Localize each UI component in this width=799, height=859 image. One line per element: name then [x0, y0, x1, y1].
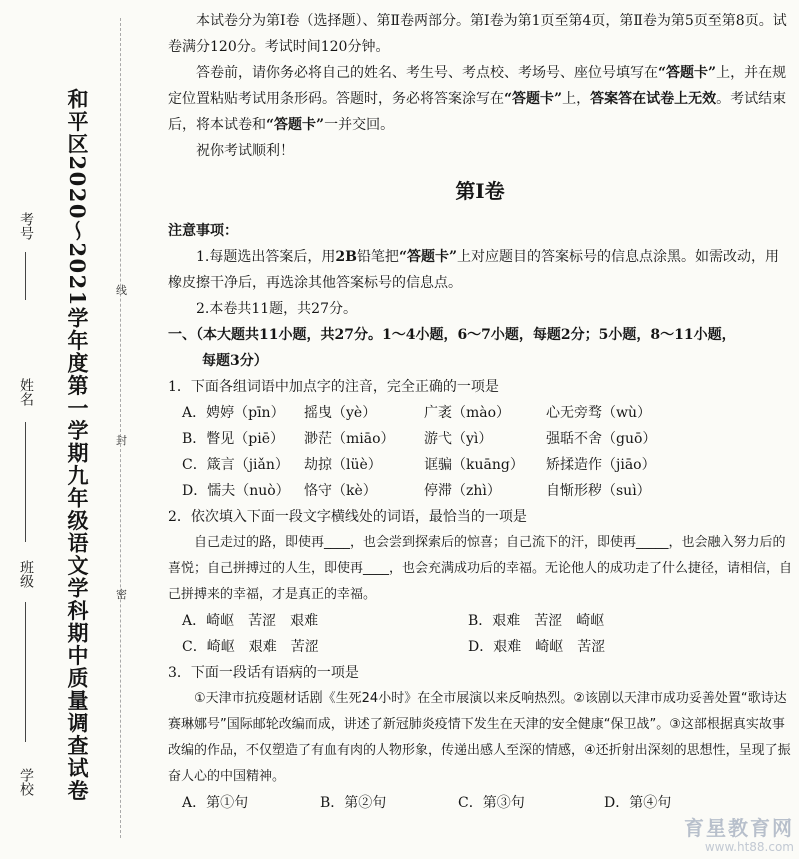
- q1-stem: 1．下面各组词语中加点字的注音，完全正确的一项是: [168, 379, 499, 395]
- field-exam-number-label: 考号: [18, 212, 34, 240]
- seal-mark-secret: 密: [116, 588, 127, 601]
- exam-title-vertical: 和平区2020～2021学年度第一学期九年级语文学科期中质量调查试卷: [65, 88, 90, 802]
- seal-mark-seal: 封: [116, 434, 127, 447]
- q3-passage: ①天津市抗疫题材话剧《生死24小时》在全市展演以来反响热烈。②该剧以天津市成功妥善处置“歌诗达赛琳娜号”国际邮轮改编而成，讲述了新冠肺炎疫情下发生在天津的安全健康“保卫战”。③这部根据真实故事改编的作品，不仅塑造了有血有肉的人物形象，传递出感人至深的情感，④还折射出深刻的思想性，呈现了振奋人心的中国精神。: [168, 691, 791, 784]
- q2-options-row-2: [182, 634, 792, 660]
- field-class-label: 班级: [18, 560, 34, 588]
- q1-option-c: C．箴言（jiǎn） 劫掠（lüè） 诓骗（kuāng） 矫揉造作（jiāo）: [182, 457, 656, 473]
- intro-paragraph-1: 本试卷分为第Ⅰ卷（选择题）、第Ⅱ卷两部分。第Ⅰ卷为第1页至第4页，第Ⅱ卷为第5页至第8页。试卷满分120分。考试时间120分钟。: [168, 13, 787, 55]
- seal-mark-line: 线: [116, 284, 127, 297]
- field-class-line: [25, 602, 26, 742]
- q2-stem: 2．依次填入下面一段文字横线处的词语，最恰当的一项是: [168, 509, 527, 525]
- q3-option-d: D．第④句: [604, 795, 672, 811]
- field-name-label: 姓名: [18, 378, 34, 406]
- q1-option-d: D．懦夫（nuò） 恪守（kè） 停滞（zhì） 自惭形秽（suì）: [182, 483, 651, 499]
- roll-title: 第Ⅰ卷: [455, 179, 505, 203]
- q3-option-c: C．第③句: [458, 795, 525, 811]
- q2-option-b: B．艰难 苦涩 崎岖: [468, 613, 605, 629]
- section-heading-cont: 每题3分）: [202, 353, 268, 369]
- q2-option-d: D．艰难 崎岖 苦涩: [468, 639, 606, 655]
- intro-paragraph-2: 答卷前，请你务必将自己的姓名、考生号、考点校、考场号、座位号填写在“答题卡”上，并在规定位置粘贴考试用条形码。答题时，务必将答案涂写在“答题卡”上，答案答在试卷上无效。考试结束后，将本试卷和“答题卡”一并交回。: [168, 65, 787, 133]
- q1-option-b: B．瞥见（piē） 渺茫（miāo） 游弋（yì） 强聒不舍（guō）: [182, 431, 657, 447]
- field-school-label: 学校: [18, 768, 34, 796]
- exam-content: [168, 8, 792, 816]
- q2-option-c: C．崎岖 艰难 苦涩: [182, 639, 319, 655]
- q2-passage: 自己走过的路，即使再____，也会尝到探索后的惊喜；自己流下的汗，即使再_____，也会融入努力后的喜悦；自己拼搏过的人生，即使再____，也会充满成功后的幸福。无论他人的成功走了什么捷径，请相信，自己拼搏来的幸福，才是真正的幸福。: [168, 535, 793, 602]
- intro-wish: 祝你考试顺利！: [196, 143, 294, 159]
- note-2: 2.本卷共11题，共27分。: [196, 301, 357, 317]
- notes-heading: 注意事项：: [168, 223, 238, 239]
- section-heading: 一、（本大题共11小题，共27分。1～4小题，6～7小题，每题2分；5小题，8～11小题，: [168, 327, 736, 343]
- q3-stem: 3．下面一段话有语病的一项是: [168, 665, 359, 681]
- watermark-url: www.ht88.com: [704, 840, 794, 854]
- q3-option-a: A．第①句: [182, 795, 249, 811]
- watermark-name: 育星教育网: [684, 816, 794, 840]
- field-exam-number-line: [25, 252, 26, 300]
- note-1: 1.每题选出答案后，用2B铅笔把“答题卡”上对应题目的答案标号的信息点涂黑。如需改动，用橡皮擦干净后，再选涂其他答案标号的信息点。: [168, 249, 780, 291]
- seal-line: [120, 18, 121, 838]
- q2-option-a: A．崎岖 苦涩 艰难: [182, 613, 319, 629]
- field-name-line: [25, 422, 26, 542]
- q2-options-row-1: [182, 608, 792, 634]
- q3-option-b: B．第②句: [320, 795, 387, 811]
- watermark: [598, 812, 794, 856]
- q1-option-a: A．娉婷（pīn） 摇曳（yè） 广袤（mào） 心无旁骛（wù）: [182, 405, 651, 421]
